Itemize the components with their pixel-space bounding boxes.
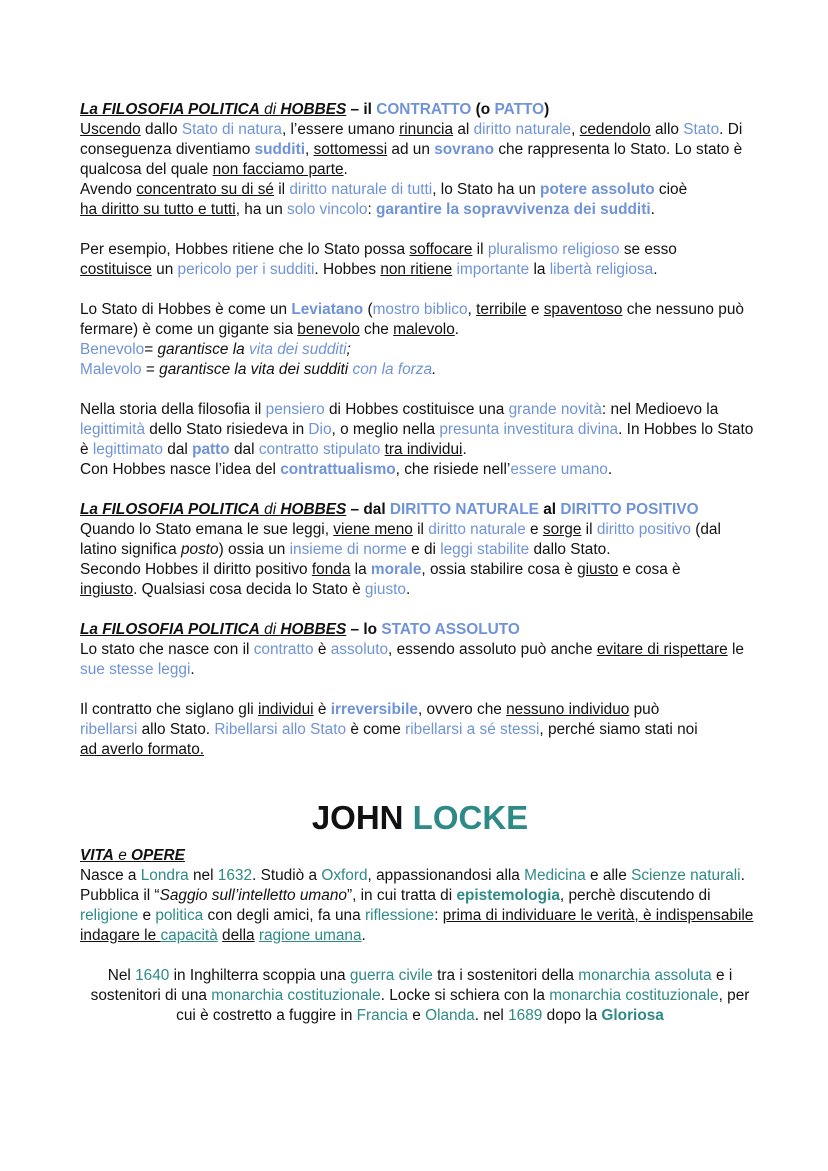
heading-opere: OPERE — [131, 847, 185, 864]
text: Lo stato che nasce con il — [80, 641, 254, 658]
text: = — [144, 341, 158, 358]
text: riflessione — [364, 907, 435, 924]
text: viene meno — [333, 521, 413, 538]
text: un — [151, 261, 178, 278]
title-first: JOHN — [311, 799, 413, 836]
text: 1640 — [135, 967, 170, 984]
text: e — [525, 521, 543, 538]
text: se esso — [619, 241, 677, 258]
text: , — [305, 141, 314, 158]
text: Gloriosa — [601, 1007, 664, 1024]
text: nessuno individuo — [506, 701, 630, 718]
text: diritto naturale — [428, 521, 526, 538]
heading-diritto-naturale: DIRITTO NATURALE — [389, 501, 539, 518]
text: Nel — [107, 967, 136, 984]
paragraph-nel-1640 — [80, 966, 760, 1026]
text: morale — [370, 561, 422, 578]
text: . — [607, 461, 613, 478]
heading-dash: – dal — [346, 501, 390, 518]
text: Stato — [683, 121, 720, 138]
paragraph-uscendo — [80, 120, 760, 180]
text: Nasce a — [80, 867, 141, 884]
paragraph-avendo — [80, 180, 760, 220]
paragraph-storia — [80, 400, 760, 480]
text: libertà religiosa — [549, 261, 654, 278]
text: soffocare — [409, 241, 473, 258]
heading-hobbes: HOBBES — [280, 101, 347, 118]
text: ribellarsi a sé stessi — [405, 721, 540, 738]
text: . Qualsiasi cosa decida lo Stato è — [133, 581, 365, 598]
heading-di: di — [259, 501, 281, 518]
text: leggi stabilite — [440, 541, 530, 558]
text: Saggio sull’intelletto umano — [159, 887, 347, 904]
text: evitare di rispettare — [596, 641, 728, 658]
text: importante — [456, 261, 530, 278]
text: . Studiò a — [252, 867, 322, 884]
page-title-locke — [80, 798, 760, 838]
title-last: LOCKE — [412, 799, 529, 836]
text: : — [367, 201, 377, 218]
text: solo vincolo — [287, 201, 368, 218]
text: Con Hobbes nasce l’idea del — [80, 461, 281, 478]
text: Il contratto che siglano gli — [80, 701, 258, 718]
paragraph-quando — [80, 520, 760, 600]
text: . nel — [474, 1007, 509, 1024]
text: il — [472, 241, 488, 258]
text: che rappresenta lo Stato. Lo stato è qualcosa del quale — [80, 141, 743, 178]
heading-la: La — [80, 101, 103, 118]
text: allo Stato. — [137, 721, 215, 738]
text: ragione umana — [258, 927, 362, 944]
text: Benevolo — [80, 341, 145, 358]
text: sovrano — [434, 141, 495, 158]
text: diritto naturale — [473, 121, 572, 138]
text: 1689 — [508, 1007, 543, 1024]
text: Francia — [356, 1007, 408, 1024]
text: . Locke si schiera con la — [380, 987, 550, 1004]
text: sudditi — [254, 141, 305, 158]
text: ha diritto su tutto e tutti — [80, 201, 236, 218]
section-heading-vita-opere — [80, 846, 760, 866]
text: . — [462, 441, 467, 458]
text: è — [313, 641, 331, 658]
heading-dash: – lo — [346, 621, 382, 638]
text: , che risiede nell’ — [395, 461, 511, 478]
text: tra individui — [384, 441, 463, 458]
text: . — [650, 201, 655, 218]
text: , perché siamo stati noi — [539, 721, 698, 738]
section-heading-assoluto — [80, 620, 760, 640]
text: della — [222, 927, 255, 944]
text: assoluto — [330, 641, 389, 658]
text: concentrato su di sé — [136, 181, 274, 198]
text: diritto positivo — [596, 521, 691, 538]
text: contratto — [253, 641, 314, 658]
text: che nessuno può fermare) è come un gigante sia — [80, 301, 744, 338]
text: irreversibile — [330, 701, 418, 718]
text: benevolo — [297, 321, 360, 338]
text: , o meglio nella — [331, 421, 440, 438]
paragraph-lo-stato — [80, 640, 760, 680]
text: fonda — [311, 561, 351, 578]
text: dello Stato risiedeva in — [145, 421, 309, 438]
text: in Inghilterra scoppia una — [169, 967, 350, 984]
text: è — [313, 701, 331, 718]
text: pericolo per i sudditi — [177, 261, 315, 278]
text: il — [581, 521, 597, 538]
heading-dash: – il — [346, 101, 377, 118]
text: ; — [346, 341, 351, 358]
text: Per esempio, Hobbes ritiene che lo Stato possa — [80, 241, 410, 258]
heading-filosofia: FILOSOFIA POLITICA — [102, 501, 260, 518]
text: individui — [257, 701, 314, 718]
text: Londra — [140, 867, 189, 884]
text: dopo la — [542, 1007, 602, 1024]
text: Scienze naturali — [631, 867, 741, 884]
heading-close: ) — [544, 101, 550, 118]
heading-la: La — [80, 501, 103, 518]
text: garantisce la — [157, 341, 249, 358]
text: (dal latino significa — [80, 521, 721, 558]
heading-hobbes: HOBBES — [280, 621, 347, 638]
text: e — [407, 1007, 426, 1024]
text: Pubblica il “ — [80, 887, 160, 904]
heading-patto: PATTO — [494, 101, 545, 118]
text: e alle — [585, 867, 632, 884]
text: contratto stipulato — [258, 441, 381, 458]
text: , appassionandosi alla — [367, 867, 525, 884]
text: = — [141, 361, 160, 378]
text: ”, in cui tratta di — [346, 887, 457, 904]
heading-di: di — [259, 101, 281, 118]
text: dallo Stato. — [529, 541, 611, 558]
text: , — [467, 301, 477, 318]
text: ) ossia un — [218, 541, 290, 558]
text: e i sostenitori di una — [90, 967, 733, 1004]
text: potere assoluto — [540, 181, 655, 198]
text: terribile — [476, 301, 527, 318]
text: ingiusto — [80, 581, 134, 598]
text: sottomessi — [313, 141, 388, 158]
paragraph-pubblica — [80, 886, 760, 946]
text: pensiero — [265, 401, 325, 418]
section-heading-contratto — [80, 100, 760, 120]
text: Stato di natura — [181, 121, 282, 138]
text: patto — [192, 441, 230, 458]
section-heading-diritto — [80, 500, 760, 520]
text: diritto naturale di tutti — [289, 181, 433, 198]
paragraph-benevolo — [80, 340, 760, 360]
text: monarchia costituzionale — [549, 987, 719, 1004]
text: , perchè discutendo di — [559, 887, 711, 904]
text: può — [629, 701, 660, 718]
text: pluralismo religioso — [487, 241, 620, 258]
text: posto — [180, 541, 219, 558]
text: essere umano — [510, 461, 608, 478]
text: rinuncia — [399, 121, 454, 138]
text: Dio — [308, 421, 332, 438]
text: , essendo assoluto può anche — [388, 641, 597, 658]
text: . — [406, 581, 411, 598]
text: epistemologia — [456, 887, 560, 904]
text: Olanda — [425, 1007, 475, 1024]
text: . — [361, 927, 366, 944]
text: . — [190, 661, 195, 678]
text: . Hobbes — [314, 261, 381, 278]
text: dal — [229, 441, 259, 458]
text: garantire la sopravvivenza dei sudditi — [376, 201, 651, 218]
text: Quando lo Stato emana le sue leggi, — [80, 521, 334, 538]
text: vita dei sudditi — [249, 341, 347, 358]
heading-filosofia: FILOSOFIA POLITICA — [102, 621, 260, 638]
paragraph-nasce — [80, 866, 760, 886]
heading-filosofia: FILOSOFIA POLITICA — [102, 101, 260, 118]
heading-al: al — [538, 501, 561, 518]
text: . — [432, 361, 437, 378]
text: prima di individuare le verità, è indispensabile indagare le — [80, 907, 754, 944]
text: Nella storia della filosofia il — [80, 401, 266, 418]
text: capacità — [160, 927, 218, 944]
text: sorge — [542, 521, 582, 538]
paragraph-per-esempio — [80, 240, 760, 280]
text: , per cui è costretto a fuggire in — [176, 987, 750, 1024]
text: Lo Stato di Hobbes è come un — [80, 301, 292, 318]
text: , ovvero che — [417, 701, 507, 718]
text: ad un — [387, 141, 435, 158]
text: . — [653, 261, 658, 278]
text: dal — [163, 441, 193, 458]
heading-o: (o — [471, 101, 495, 118]
text: ( — [363, 301, 373, 318]
text: costituisce — [80, 261, 152, 278]
text: . — [343, 161, 348, 178]
text: : — [434, 907, 443, 924]
text: con degli amici, fa una — [203, 907, 365, 924]
heading-hobbes: HOBBES — [280, 501, 347, 518]
text: . — [454, 321, 460, 338]
text: che — [359, 321, 394, 338]
text: garantisce la vita dei sudditi — [159, 361, 353, 378]
heading-di: di — [259, 621, 281, 638]
text: allo — [650, 121, 684, 138]
text: Malevolo — [80, 361, 142, 378]
text: di Hobbes costituisce una — [324, 401, 509, 418]
text: , ossia stabilire cosa è — [421, 561, 578, 578]
heading-la: La — [80, 621, 103, 638]
text: . In Hobbes lo Stato è — [80, 421, 754, 458]
text: . Di conseguenza diventiamo — [80, 121, 743, 158]
heading-vita: VITA — [80, 847, 114, 864]
text: , ha un — [235, 201, 288, 218]
text: insieme di norme — [289, 541, 407, 558]
text: nel — [188, 867, 218, 884]
text: e — [138, 907, 156, 924]
text: 1632 — [217, 867, 253, 884]
text: il — [412, 521, 429, 538]
heading-contratto: CONTRATTO — [376, 101, 472, 118]
heading-stato-assoluto: STATO ASSOLUTO — [381, 621, 520, 638]
text: non facciamo parte — [212, 161, 344, 178]
text: Secondo Hobbes il diritto positivo — [80, 561, 312, 578]
text: è come — [346, 721, 406, 738]
text: , l’essere umano — [281, 121, 400, 138]
text: Ribellarsi allo Stato — [214, 721, 347, 738]
text: sue stesse leggi — [80, 661, 191, 678]
heading-diritto-positivo: DIRITTO POSITIVO — [560, 501, 699, 518]
text: . — [740, 867, 745, 884]
text: mostro biblico — [372, 301, 468, 318]
text: , — [571, 121, 580, 138]
text: legittimato — [92, 441, 163, 458]
text: giusto — [577, 561, 619, 578]
text: contrattualismo — [280, 461, 396, 478]
text: religione — [80, 907, 139, 924]
text: politica — [155, 907, 204, 924]
paragraph-leviatano — [80, 300, 760, 340]
text: Uscendo — [80, 121, 141, 138]
text: e — [526, 301, 544, 318]
paragraph-malevolo — [80, 360, 760, 380]
text: cedendolo — [579, 121, 651, 138]
text: , lo Stato ha un — [432, 181, 541, 198]
text: grande novità — [508, 401, 602, 418]
heading-e: e — [113, 847, 132, 864]
document-content — [80, 100, 760, 1026]
text: ribellarsi — [80, 721, 138, 738]
text: la — [350, 561, 371, 578]
text: Medicina — [524, 867, 586, 884]
text: cioè — [654, 181, 688, 198]
text: monarchia assoluta — [578, 967, 712, 984]
text: Leviatano — [291, 301, 364, 318]
text: non ritiene — [380, 261, 453, 278]
text: monarchia costituzionale — [211, 987, 381, 1004]
text: con la forza — [352, 361, 433, 378]
text: guerra civile — [349, 967, 433, 984]
text: e di — [406, 541, 441, 558]
text: Avendo — [80, 181, 137, 198]
text: Oxford — [321, 867, 368, 884]
paragraph-contratto-irreversibile — [80, 700, 760, 760]
text: la — [529, 261, 550, 278]
text: dallo — [140, 121, 182, 138]
text: ad averlo formato. — [80, 741, 205, 758]
text: al — [453, 121, 474, 138]
text: e cosa è — [618, 561, 681, 578]
text: legittimità — [80, 421, 146, 438]
text: : nel Medioevo la — [601, 401, 719, 418]
text: il — [273, 181, 290, 198]
text: spaventoso — [543, 301, 623, 318]
text: malevolo — [393, 321, 455, 338]
text: presunta investitura divina — [439, 421, 619, 438]
text: tra i sostenitori della — [432, 967, 579, 984]
text: le — [727, 641, 744, 658]
text: giusto — [364, 581, 406, 598]
